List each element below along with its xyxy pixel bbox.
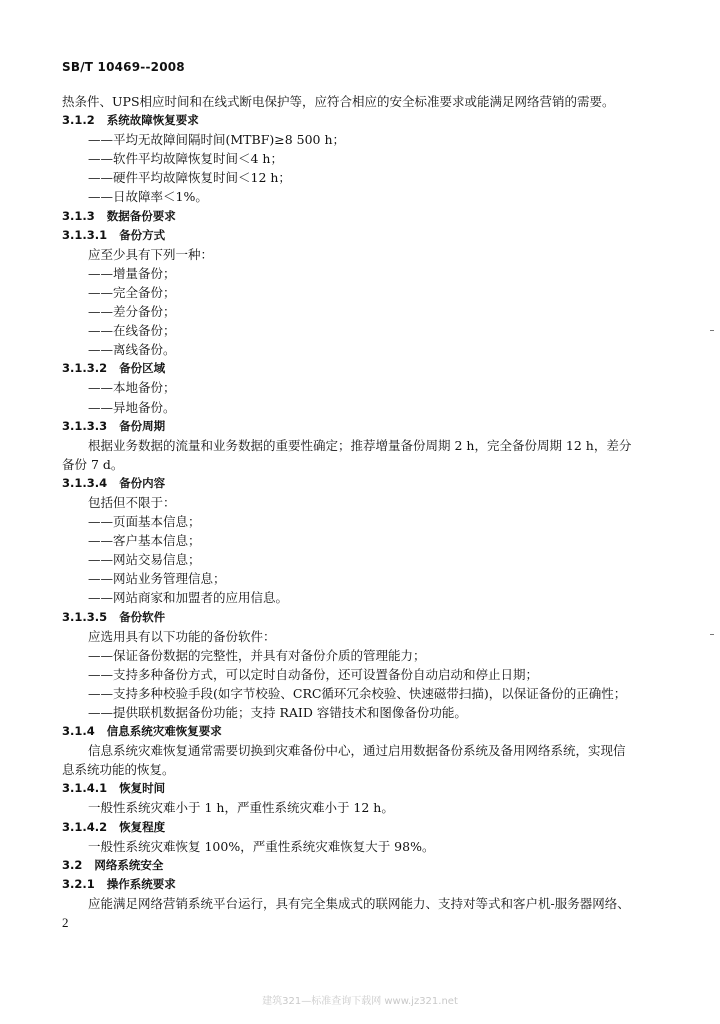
section-title: 备份区域	[119, 361, 166, 376]
list-item: ——平均无故障间隔时间(MTBF)≥8 500 h；	[88, 132, 346, 148]
paragraph-line: 应至少具有下列一种：	[88, 246, 214, 262]
section-number: 3.2	[62, 857, 83, 872]
section-title: 恢复时间	[119, 781, 166, 796]
list-item: ——增量备份；	[88, 265, 176, 281]
section-heading	[62, 856, 672, 875]
section-heading	[62, 779, 672, 798]
paragraph-line: 备份 7 d。	[62, 456, 124, 472]
section-number: 3.1.3.3	[62, 418, 108, 433]
section-title: 备份软件	[119, 609, 166, 624]
paragraph-line: 热条件、UPS相应时间和在线式断电保护等，应符合相应的安全标准要求或能满足网络营销的需要。	[62, 94, 615, 109]
list-item: ——支持多种备份方式，可以定时自动备份，还可设置备份自动启动和停止日期；	[88, 666, 539, 682]
section-heading	[62, 818, 672, 837]
page-number: 2	[62, 915, 69, 930]
section-heading	[62, 417, 672, 436]
list-item: ——提供联机数据备份功能；支持 RAID 容错技术和图像备份功能。	[88, 705, 467, 720]
list-item: ——离线备份。	[88, 342, 176, 358]
section-title: 备份方式	[119, 227, 166, 242]
section-title: 操作系统要求	[106, 876, 176, 891]
section-heading	[62, 875, 672, 894]
list-item: ——网站商家和加盟者的应用信息。	[88, 590, 289, 606]
paragraph-line: 一般性系统灾难恢复 100%，严重性系统灾难恢复大于 98%。	[88, 838, 435, 854]
list-item: ——差分备份；	[88, 304, 176, 320]
section-title: 网络系统安全	[94, 857, 164, 872]
section-heading	[62, 111, 672, 130]
document-body	[62, 92, 672, 913]
paragraph-line: 应选用具有以下功能的备份软件：	[88, 628, 276, 644]
section-title: 数据备份要求	[106, 208, 176, 223]
section-number: 3.1.2	[62, 113, 95, 128]
list-item: ——页面基本信息；	[88, 514, 201, 530]
section-heading	[62, 722, 672, 741]
scan-edge-mark	[710, 330, 714, 331]
list-item: ——本地备份；	[88, 380, 176, 396]
section-number: 3.1.3.1	[62, 227, 108, 242]
list-item: ——硬件平均故障恢复时间＜12 h；	[88, 170, 291, 186]
paragraph-line: 应能满足网络营销系统平台运行，具有完全集成式的联网能力、支持对等式和客户机-服务器网络、	[88, 895, 630, 911]
section-title: 信息系统灾难恢复要求	[106, 724, 222, 739]
list-item: ——软件平均故障恢复时间＜4 h；	[88, 151, 283, 167]
section-number: 3.1.3.2	[62, 361, 108, 376]
list-item: ——网站业务管理信息；	[88, 571, 226, 587]
section-number: 3.1.4	[62, 724, 95, 739]
section-heading	[62, 226, 672, 245]
section-number: 3.2.1	[62, 876, 95, 891]
section-number: 3.1.4.2	[62, 819, 108, 834]
list-item: ——保证备份数据的完整性，并具有对备份介质的管理能力；	[88, 647, 426, 663]
section-heading	[62, 359, 672, 378]
section-number: 3.1.4.1	[62, 781, 108, 796]
list-item: ——在线备份；	[88, 323, 176, 339]
section-title: 恢复程度	[119, 819, 166, 834]
section-heading	[62, 608, 672, 627]
standard-code-header: SB/T 10469--2008	[62, 60, 185, 74]
list-item: ——客户基本信息；	[88, 533, 201, 549]
list-item: ——完全备份；	[88, 284, 176, 300]
section-title: 系统故障恢复要求	[106, 113, 199, 128]
list-item: ——支持多种校验手段(如字节校验、CRC循环冗余校验、快速磁带扫描)，以保证备份的正确性；	[88, 685, 627, 701]
paragraph-line: 信息系统灾难恢复通常需要切换到灾难备份中心，通过启用数据备份系统及备用网络系统，实现信	[88, 743, 626, 759]
paragraph-line: 包括但不限于：	[88, 494, 176, 510]
scan-edge-mark	[710, 634, 714, 635]
section-heading	[62, 207, 672, 226]
section-number: 3.1.3	[62, 208, 95, 223]
section-title: 备份内容	[119, 475, 166, 490]
paragraph-line: 根据业务数据的流量和业务数据的重要性确定；推荐增量备份周期 2 h，完全备份周期 12 h，差分	[88, 437, 632, 453]
list-item: ——网站交易信息；	[88, 552, 201, 568]
section-number: 3.1.3.4	[62, 475, 108, 490]
list-item: ——异地备份。	[88, 399, 176, 415]
section-title: 备份周期	[119, 418, 166, 433]
section-number: 3.1.3.5	[62, 609, 108, 624]
list-item: ——日故障率＜1%。	[88, 189, 208, 205]
watermark: 建筑321—标准查询下载网 www.jz321.net	[262, 996, 458, 1007]
paragraph-line: 一般性系统灾难小于 1 h，严重性系统灾难小于 12 h。	[88, 800, 394, 816]
paragraph-line: 息系统功能的恢复。	[62, 762, 175, 778]
section-heading	[62, 474, 672, 493]
